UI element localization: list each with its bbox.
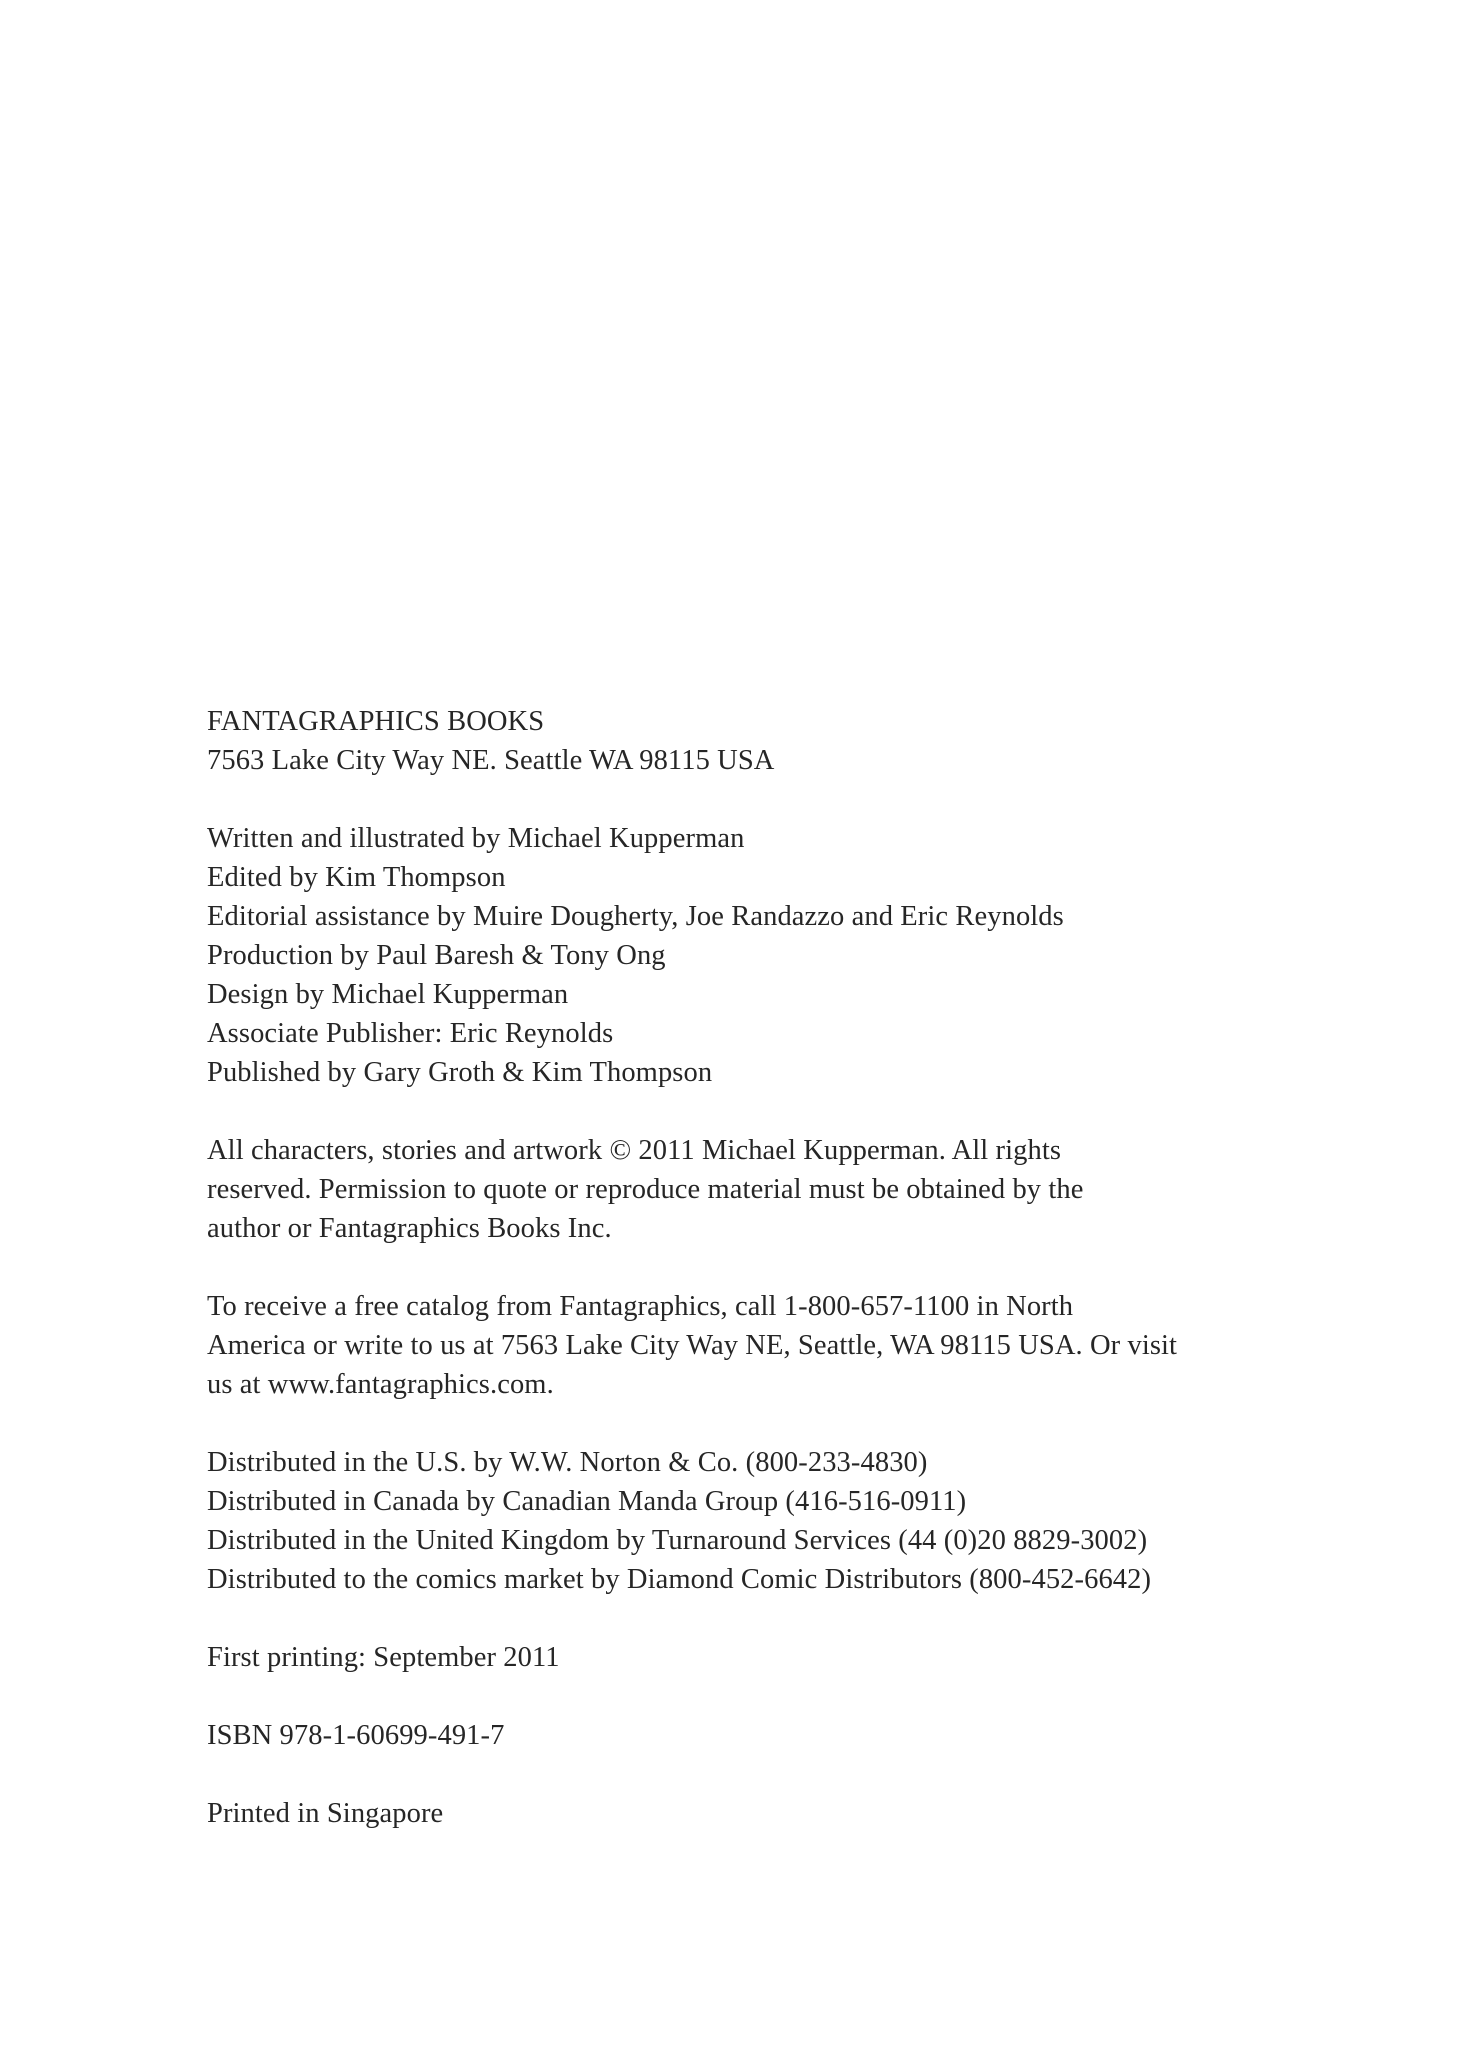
distribution-line: Distributed in the U.S. by W.W. Norton & Co. (800-233-4830) [207,1447,928,1478]
publisher-name: FANTAGRAPHICS BOOKS [207,706,545,737]
printed-in-line: Printed in Singapore [207,1798,444,1829]
rights-line: reserved. Permission to quote or reproduce material must be obtained by the [207,1174,1084,1205]
credit-line: Design by Michael Kupperman [207,979,569,1010]
spacer [207,1248,1347,1287]
catalog-line: To receive a free catalog from Fantagraphics, call 1-800-657-1100 in North [207,1291,1074,1322]
credit-line: Written and illustrated by Michael Kupperman [207,823,745,854]
rights-line: author or Fantagraphics Books Inc. [207,1213,612,1244]
copyright-block [207,702,1347,1833]
credit-line: Editorial assistance by Muire Dougherty, Joe Randazzo and Eric Reynolds [207,901,1064,932]
printing-line: First printing: September 2011 [207,1642,560,1673]
credit-line: Associate Publisher: Eric Reynolds [207,1018,614,1049]
publisher-address: 7563 Lake City Way NE. Seattle WA 98115 USA [207,745,775,776]
spacer [207,1755,1347,1794]
isbn-line: ISBN 978-1-60699-491-7 [207,1720,505,1751]
credit-line: Production by Paul Baresh & Tony Ong [207,940,666,971]
credit-line: Edited by Kim Thompson [207,862,506,893]
distribution-line: Distributed in Canada by Canadian Manda Group (416-516-0911) [207,1486,967,1517]
spacer [207,780,1347,819]
distribution-line: Distributed in the United Kingdom by Turnaround Services (44 (0)20 8829-3002) [207,1525,1148,1556]
catalog-line: America or write to us at 7563 Lake City Way NE, Seattle, WA 98115 USA. Or visit [207,1330,1178,1361]
rights-line: All characters, stories and artwork © 2011 Michael Kupperman. All rights [207,1135,1062,1166]
distribution-line: Distributed to the comics market by Diamond Comic Distributors (800-452-6642) [207,1564,1152,1595]
spacer [207,1404,1347,1443]
catalog-line: us at www.fantagraphics.com. [207,1369,554,1400]
spacer [207,1092,1347,1131]
credit-line: Published by Gary Groth & Kim Thompson [207,1057,713,1088]
spacer [207,1677,1347,1716]
spacer [207,1599,1347,1638]
